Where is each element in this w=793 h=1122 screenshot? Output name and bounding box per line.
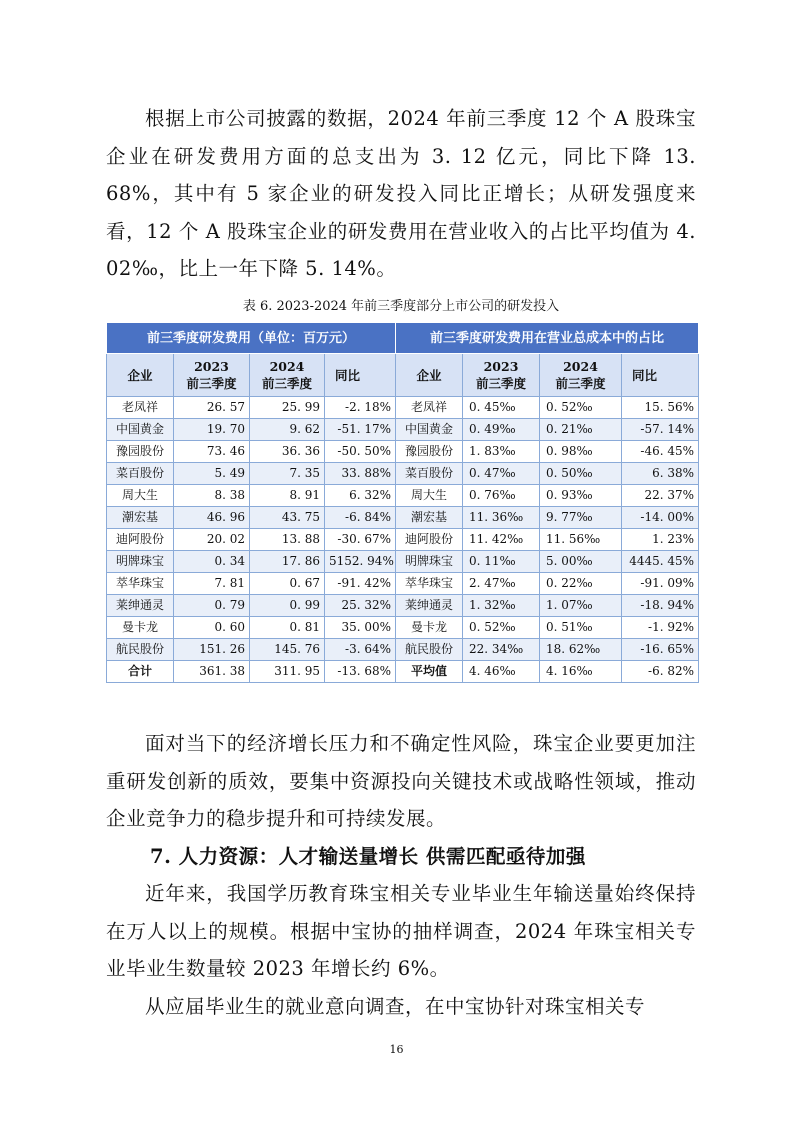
cell-company-ratio: 菜百股份 [396,463,463,485]
cell-expense-2024: 0. 81 [250,617,325,639]
cell-ratio-2024: 4. 16‰ [540,661,622,683]
cell-ratio-2024: 9. 77‰ [540,507,622,529]
cell-company-ratio: 平均值 [396,661,463,683]
cell-ratio-2024: 11. 56‰ [540,529,622,551]
table-row [107,595,699,617]
cell-expense-2023: 0. 79 [174,595,250,617]
table-row [107,639,699,661]
table-row [107,551,699,573]
paragraph-employment: 从应届毕业生的就业意向调查，在中宝协针对珠宝相关专 [145,995,646,1018]
cell-expense-2023: 7. 81 [174,573,250,595]
cell-ratio-yoy: 15. 56% [622,397,699,419]
col-2024-ratio: 2024 前三季度 [540,354,622,397]
cell-ratio-2024: 0. 51‰ [540,617,622,639]
cell-company: 菜百股份 [107,463,174,485]
col-yoy-ratio: 同比 [622,354,699,397]
cell-expense-2024: 0. 67 [250,573,325,595]
cell-expense-yoy: -50. 50% [325,441,396,463]
cell-company: 迪阿股份 [107,529,174,551]
cell-ratio-2023: 11. 42‰ [463,529,540,551]
cell-expense-2023: 361. 38 [174,661,250,683]
cell-company-ratio: 老凤祥 [396,397,463,419]
table-caption: 表 6. 2023-2024 年前三季度部分上市公司的研发投入 [242,299,560,314]
cell-company-ratio: 航民股份 [396,639,463,661]
cell-ratio-yoy: 22. 37% [622,485,699,507]
cell-expense-2024: 0. 99 [250,595,325,617]
cell-expense-yoy: 35. 00% [325,617,396,639]
table-row [107,529,699,551]
cell-expense-yoy: -3. 64% [325,639,396,661]
col-2024: 2024 前三季度 [250,354,325,397]
col-company: 企业 [107,354,174,397]
cell-expense-2024: 17. 86 [250,551,325,573]
cell-company: 周大生 [107,485,174,507]
table-row [107,507,699,529]
cell-expense-2024: 9. 62 [250,419,325,441]
cell-company-ratio: 中国黄金 [396,419,463,441]
cell-ratio-2024: 5. 00‰ [540,551,622,573]
cell-expense-2023: 19. 70 [174,419,250,441]
cell-ratio-2024: 0. 93‰ [540,485,622,507]
cell-expense-yoy: -51. 17% [325,419,396,441]
table-row [107,463,699,485]
cell-ratio-2023: 0. 11‰ [463,551,540,573]
table-row [107,617,699,639]
cell-ratio-yoy: -18. 94% [622,595,699,617]
cell-ratio-2023: 22. 34‰ [463,639,540,661]
table-body [107,397,699,683]
cell-company-ratio: 豫园股份 [396,441,463,463]
cell-company-ratio: 曼卡龙 [396,617,463,639]
cell-company-ratio: 周大生 [396,485,463,507]
cell-expense-2023: 5. 49 [174,463,250,485]
cell-company-ratio: 迪阿股份 [396,529,463,551]
col-company-ratio: 企业 [396,354,463,397]
page-number: 16 [389,1043,404,1056]
rd-investment-table [106,322,699,683]
cell-ratio-yoy: -16. 65% [622,639,699,661]
cell-expense-2024: 25. 99 [250,397,325,419]
cell-expense-2023: 8. 38 [174,485,250,507]
cell-expense-2023: 26. 57 [174,397,250,419]
cell-ratio-2023: 4. 46‰ [463,661,540,683]
table-row [107,573,699,595]
paragraph-graduates: 近年来，我国学历教育珠宝相关专业毕业生年输送量始终保持在万人以上的规模。根据中宝协的抽样调查，2024 年珠宝相关专业毕业生数量较 2023 年增长约 6%。 [106,882,696,980]
cell-ratio-2024: 0. 50‰ [540,463,622,485]
cell-ratio-2023: 0. 47‰ [463,463,540,485]
cell-company: 豫园股份 [107,441,174,463]
table-row [107,485,699,507]
cell-expense-yoy: 6. 32% [325,485,396,507]
paragraph-rd-spending: 根据上市公司披露的数据，2024 年前三季度 12 个 A 股珠宝企业在研发费用方面的总支出为 3. 12 亿元，同比下降 13. 68%，其中有 5 家企业的研发投入同比正增长；从研发强度来看，12 个 A 股珠宝企业的研发费用在营业收入的占比平均值为 4. 02‰，比上一年下降 5. 14%。 [106,107,696,280]
cell-company-ratio: 明牌珠宝 [396,551,463,573]
cell-expense-yoy: -2. 18% [325,397,396,419]
cell-expense-2023: 0. 60 [174,617,250,639]
cell-expense-yoy: 33. 88% [325,463,396,485]
cell-ratio-yoy: -57. 14% [622,419,699,441]
cell-company: 明牌珠宝 [107,551,174,573]
group-header-rd-ratio: 前三季度研发费用在营业总成本中的占比 [396,323,699,354]
cell-ratio-2024: 18. 62‰ [540,639,622,661]
cell-expense-2023: 0. 34 [174,551,250,573]
cell-company: 航民股份 [107,639,174,661]
cell-ratio-yoy: -46. 45% [622,441,699,463]
cell-ratio-2023: 0. 76‰ [463,485,540,507]
cell-ratio-2023: 0. 52‰ [463,617,540,639]
col-2023: 2023 前三季度 [174,354,250,397]
cell-company: 曼卡龙 [107,617,174,639]
group-header-rd-expense: 前三季度研发费用（单位：百万元） [107,323,396,354]
cell-expense-2024: 36. 36 [250,441,325,463]
table-row [107,441,699,463]
cell-ratio-yoy: -6. 82% [622,661,699,683]
cell-expense-yoy: 5152. 94% [325,551,396,573]
cell-ratio-yoy: 4445. 45% [622,551,699,573]
cell-expense-2024: 43. 75 [250,507,325,529]
cell-company: 潮宏基 [107,507,174,529]
cell-ratio-2023: 1. 83‰ [463,441,540,463]
cell-ratio-yoy: -14. 00% [622,507,699,529]
cell-company: 萃华珠宝 [107,573,174,595]
cell-ratio-2023: 11. 36‰ [463,507,540,529]
cell-ratio-yoy: 6. 38% [622,463,699,485]
cell-expense-yoy: -13. 68% [325,661,396,683]
cell-expense-yoy: -91. 42% [325,573,396,595]
cell-expense-2024: 311. 95 [250,661,325,683]
cell-expense-2023: 151. 26 [174,639,250,661]
cell-company-ratio: 莱绅通灵 [396,595,463,617]
cell-ratio-yoy: 1. 23% [622,529,699,551]
cell-company-ratio: 萃华珠宝 [396,573,463,595]
cell-expense-2023: 46. 96 [174,507,250,529]
cell-expense-yoy: 25. 32% [325,595,396,617]
cell-ratio-2023: 2. 47‰ [463,573,540,595]
table-row [107,419,699,441]
section-heading: 7. 人力资源：人才输送量增长 供需匹配亟待加强 [150,845,586,868]
cell-ratio-2024: 0. 22‰ [540,573,622,595]
cell-expense-2024: 13. 88 [250,529,325,551]
cell-expense-2024: 8. 91 [250,485,325,507]
cell-company: 莱绅通灵 [107,595,174,617]
col-yoy: 同比 [325,354,396,397]
cell-ratio-2024: 0. 52‰ [540,397,622,419]
cell-ratio-2024: 1. 07‰ [540,595,622,617]
cell-expense-2024: 145. 76 [250,639,325,661]
cell-company-ratio: 潮宏基 [396,507,463,529]
cell-ratio-2024: 0. 21‰ [540,419,622,441]
cell-ratio-yoy: -1. 92% [622,617,699,639]
cell-ratio-2023: 0. 45‰ [463,397,540,419]
cell-ratio-2024: 0. 98‰ [540,441,622,463]
paragraph-innovation: 面对当下的经济增长压力和不确定性风险，珠宝企业要更加注重研发创新的质效，要集中资源投向关键技术或战略性领域，推动企业竞争力的稳步提升和可持续发展。 [106,732,696,830]
cell-expense-2024: 7. 35 [250,463,325,485]
cell-company: 中国黄金 [107,419,174,441]
cell-ratio-2023: 1. 32‰ [463,595,540,617]
cell-expense-2023: 20. 02 [174,529,250,551]
cell-ratio-2023: 0. 49‰ [463,419,540,441]
cell-expense-yoy: -6. 84% [325,507,396,529]
cell-company: 合计 [107,661,174,683]
col-2023-ratio: 2023 前三季度 [463,354,540,397]
table-row [107,661,699,683]
cell-ratio-yoy: -91. 09% [622,573,699,595]
cell-expense-2023: 73. 46 [174,441,250,463]
table-row [107,397,699,419]
cell-expense-yoy: -30. 67% [325,529,396,551]
cell-company: 老凤祥 [107,397,174,419]
